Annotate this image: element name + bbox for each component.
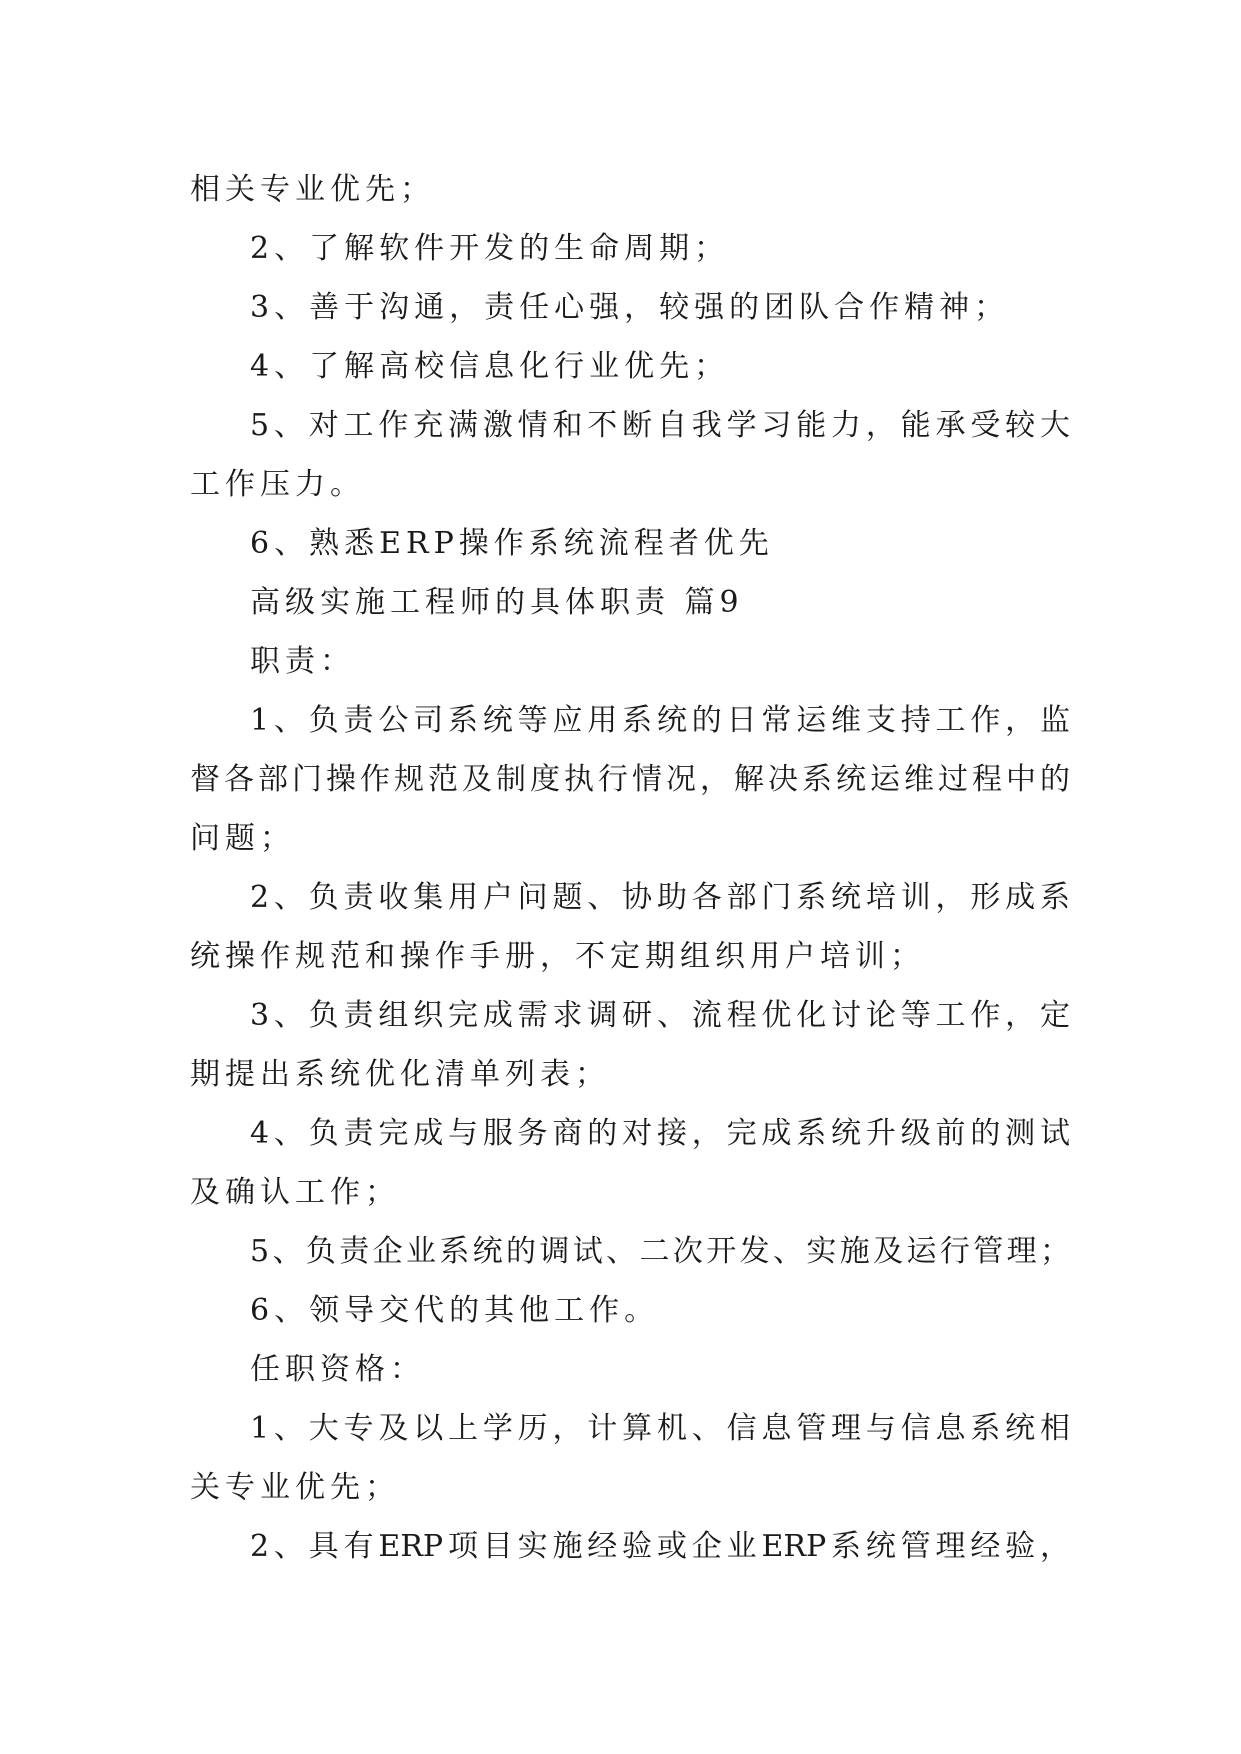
document-line: 期提出系统优化清单列表； [190, 1057, 610, 1092]
document-line: 及确认工作； [190, 1175, 400, 1210]
document-line: 督各部门操作规范及制度执行情况，解决系统运维过程中的 [190, 762, 1070, 797]
document-line: 任职资格： [250, 1352, 425, 1387]
document-line: 统操作规范和操作手册，不定期组织用户培训； [190, 939, 925, 974]
document-line: 1、大专及以上学历，计算机、信息管理与信息系统相 [250, 1411, 1070, 1446]
document-line: 2、负责收集用户问题、协助各部门系统培训，形成系 [250, 880, 1070, 915]
document-line: 6、领导交代的其他工作。 [250, 1293, 660, 1328]
document-line: 6、熟悉ERP操作系统流程者优先 [250, 526, 774, 561]
document-line: 1、负责公司系统等应用系统的日常运维支持工作，监 [250, 703, 1070, 738]
document-line: 3、善于沟通，责任心强，较强的团队合作精神； [250, 290, 1010, 325]
document-line: 2、了解软件开发的生命周期； [250, 231, 730, 266]
document-line: 相关专业优先； [190, 172, 435, 207]
document-line: 4、了解高校信息化行业优先； [250, 349, 730, 384]
document-line: 2、具有ERP项目实施经验或企业ERP系统管理经验， [250, 1529, 1070, 1564]
document-line: 职责： [250, 644, 355, 679]
document-line: 5、负责企业系统的调试、二次开发、实施及运行管理； [250, 1234, 1070, 1269]
document-line: 4、负责完成与服务商的对接，完成系统升级前的测试 [250, 1116, 1070, 1151]
document-line: 高级实施工程师的具体职责 篇9 [250, 585, 744, 620]
document-line: 3、负责组织完成需求调研、流程优化讨论等工作，定 [250, 998, 1070, 1033]
document-body [190, 160, 1070, 1576]
document-line: 关专业优先； [190, 1470, 400, 1505]
document-line: 问题； [190, 821, 295, 856]
document-line: 工作压力。 [190, 467, 365, 502]
document-line: 5、对工作充满激情和不断自我学习能力，能承受较大 [250, 408, 1070, 443]
